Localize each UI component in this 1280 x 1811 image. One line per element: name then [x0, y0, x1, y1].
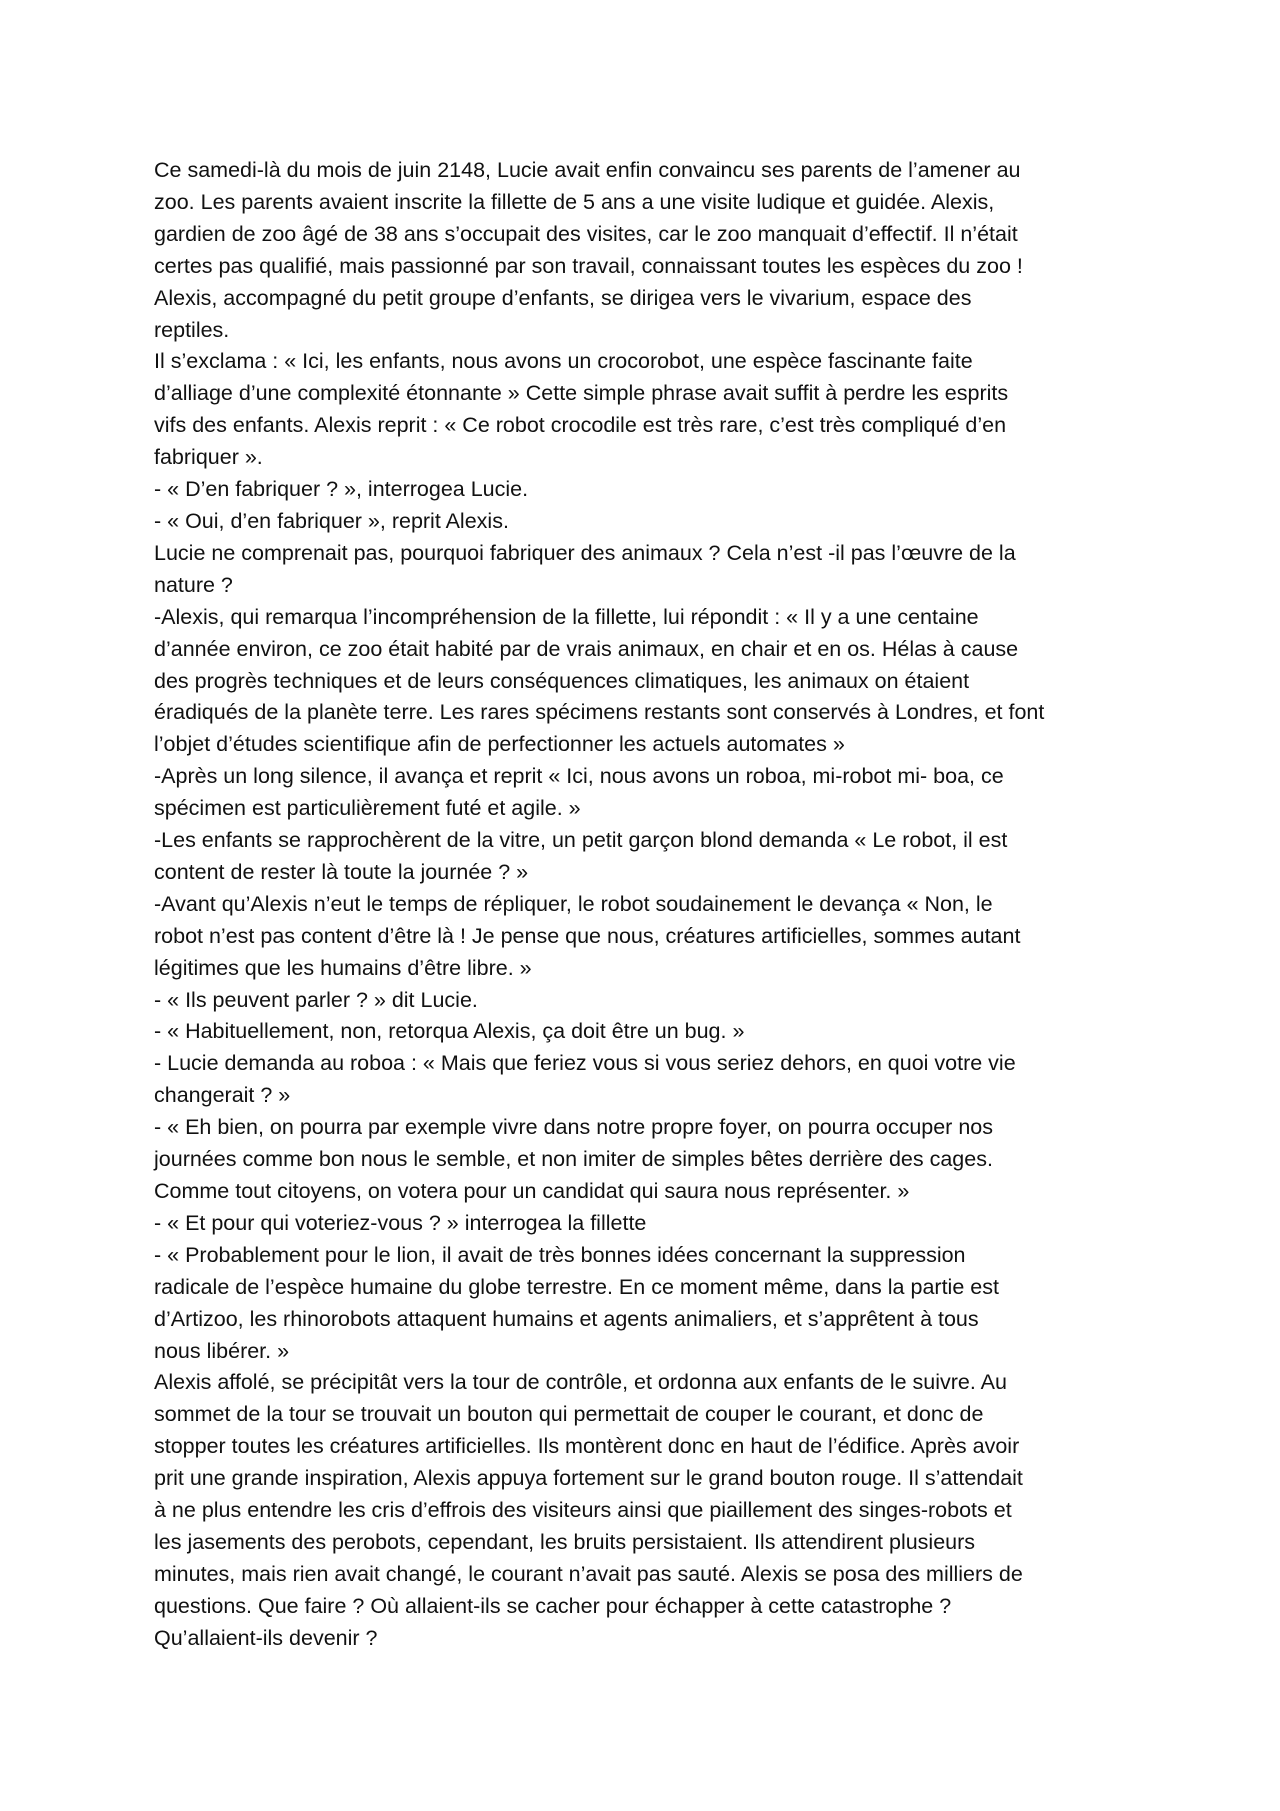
text-line: - « D’en fabriquer ? », interrogea Lucie. — [154, 477, 529, 502]
text-line: - « Probablement pour le lion, il avait de très bonnes idées concernant la suppression — [154, 1242, 966, 1267]
text-line: prit une grande inspiration, Alexis appuya fortement sur le grand bouton rouge. Il s’attendait — [154, 1466, 1023, 1491]
text-line: reptiles. — [154, 317, 230, 342]
text-line: Qu’allaient-ils devenir ? — [154, 1625, 378, 1650]
text-line: changerait ? » — [154, 1083, 291, 1108]
text-line: journées comme bon nous le semble, et non imiter de simples bêtes derrière des cages. — [154, 1147, 993, 1172]
text-line: d’Artizoo, les rhinorobots attaquent humains et agents animaliers, et s’apprêtent à tous — [154, 1306, 979, 1331]
text-line: zoo. Les parents avaient inscrite la fillette de 5 ans a une visite ludique et guidée. Alexis, — [154, 189, 995, 214]
text-line: Alexis, accompagné du petit groupe d’enfants, se dirigea vers le vivarium, espace des — [154, 285, 972, 310]
text-line: des progrès techniques et de leurs conséquences climatiques, les animaux on étaient — [154, 668, 970, 693]
text-line: d’année environ, ce zoo était habité par de vrais animaux, en chair et en os. Hélas à cause — [154, 636, 1019, 661]
text-line: robot n’est pas content d’être là ! Je pense que nous, créatures artificielles, sommes autant — [154, 923, 1021, 948]
text-line: fabriquer ». — [154, 445, 263, 470]
text-line: Ce samedi-là du mois de juin 2148, Lucie avait enfin convaincu ses parents de l’amener au — [154, 158, 1021, 182]
text-line: -Alexis, qui remarqua l’incompréhension de la fillette, lui répondit : « Il y a une centaine — [154, 604, 979, 629]
text-line: - Lucie demanda au roboa : « Mais que feriez vous si vous seriez dehors, en quoi votre vie — [154, 1051, 1016, 1076]
text-line: Alexis affolé, se précipitât vers la tour de contrôle, et ordonna aux enfants de le suivre. Au — [154, 1370, 1007, 1395]
story-text — [154, 155, 1139, 1655]
text-line: nature ? — [154, 572, 233, 597]
text-line: questions. Que faire ? Où allaient-ils se cacher pour échapper à cette catastrophe ? — [154, 1593, 952, 1618]
text-line: - « Oui, d’en fabriquer », reprit Alexis. — [154, 508, 509, 533]
text-line: - « Ils peuvent parler ? » dit Lucie. — [154, 987, 478, 1012]
text-line: Lucie ne comprenait pas, pourquoi fabriquer des animaux ? Cela n’est -il pas l’œuvre de la — [154, 540, 1016, 565]
text-line: spécimen est particulièrement futé et agile. » — [154, 796, 581, 821]
text-line: stopper toutes les créatures artificielles. Ils montèrent donc en haut de l’édifice. Après avoir — [154, 1434, 1020, 1459]
text-line: l’objet d’études scientifique afin de perfectionner les actuels automates » — [154, 732, 845, 757]
text-line: à ne plus entendre les cris d’effrois des visiteurs ainsi que piaillement des singes-robots et — [154, 1498, 1012, 1523]
text-line: minutes, mais rien avait changé, le courant n’avait pas sauté. Alexis se posa des milliers de — [154, 1561, 1023, 1586]
text-line: -Après un long silence, il avança et reprit « Ici, nous avons un roboa, mi-robot mi- boa, ce — [154, 764, 1004, 789]
text-line: Comme tout citoyens, on votera pour un candidat qui saura nous représenter. » — [154, 1179, 910, 1203]
text-line: vifs des enfants. Alexis reprit : « Ce robot crocodile est très rare, c’est très compliqué d’en — [154, 413, 1007, 438]
text-line: gardien de zoo âgé de 38 ans s’occupait des visites, car le zoo manquait d’effectif. Il n’était — [154, 221, 1018, 246]
text-line: nous libérer. » — [154, 1338, 290, 1363]
text-line: -Avant qu’Alexis n’eut le temps de répliquer, le robot soudainement le devança « Non, le — [154, 891, 993, 916]
text-line: Il s’exclama : « Ici, les enfants, nous avons un crocorobot, une espèce fascinante faite — [154, 349, 973, 374]
text-line: content de rester là toute la journée ? » — [154, 859, 529, 884]
text-line: - « Et pour qui voteriez-vous ? » interrogea la fillette — [154, 1210, 647, 1235]
text-line: les jasements des perobots, cependant, les bruits persistaient. Ils attendirent plusieurs — [154, 1529, 976, 1554]
text-line: - « Eh bien, on pourra par exemple vivre dans notre propre foyer, on pourra occuper nos — [154, 1115, 993, 1140]
text-line: - « Habituellement, non, retorqua Alexis, ça doit être un bug. » — [154, 1019, 745, 1044]
text-line: éradiqués de la planète terre. Les rares spécimens restants sont conservés à Londres, et font — [154, 700, 1045, 725]
text-line: d’alliage d’une complexité étonnante » Cette simple phrase avait suffit à perdre les esprits — [154, 381, 1009, 406]
text-line: légitimes que les humains d’être libre. » — [154, 955, 532, 980]
text-line: -Les enfants se rapprochèrent de la vitre, un petit garçon blond demanda « Le robot, il est — [154, 828, 1008, 853]
text-line: certes pas qualifié, mais passionné par son travail, connaissant toutes les espèces du zoo ! — [154, 253, 1023, 278]
text-line: sommet de la tour se trouvait un bouton qui permettait de couper le courant, et donc de — [154, 1402, 984, 1427]
text-line: radicale de l’espèce humaine du globe terrestre. En ce moment même, dans la partie est — [154, 1274, 999, 1299]
